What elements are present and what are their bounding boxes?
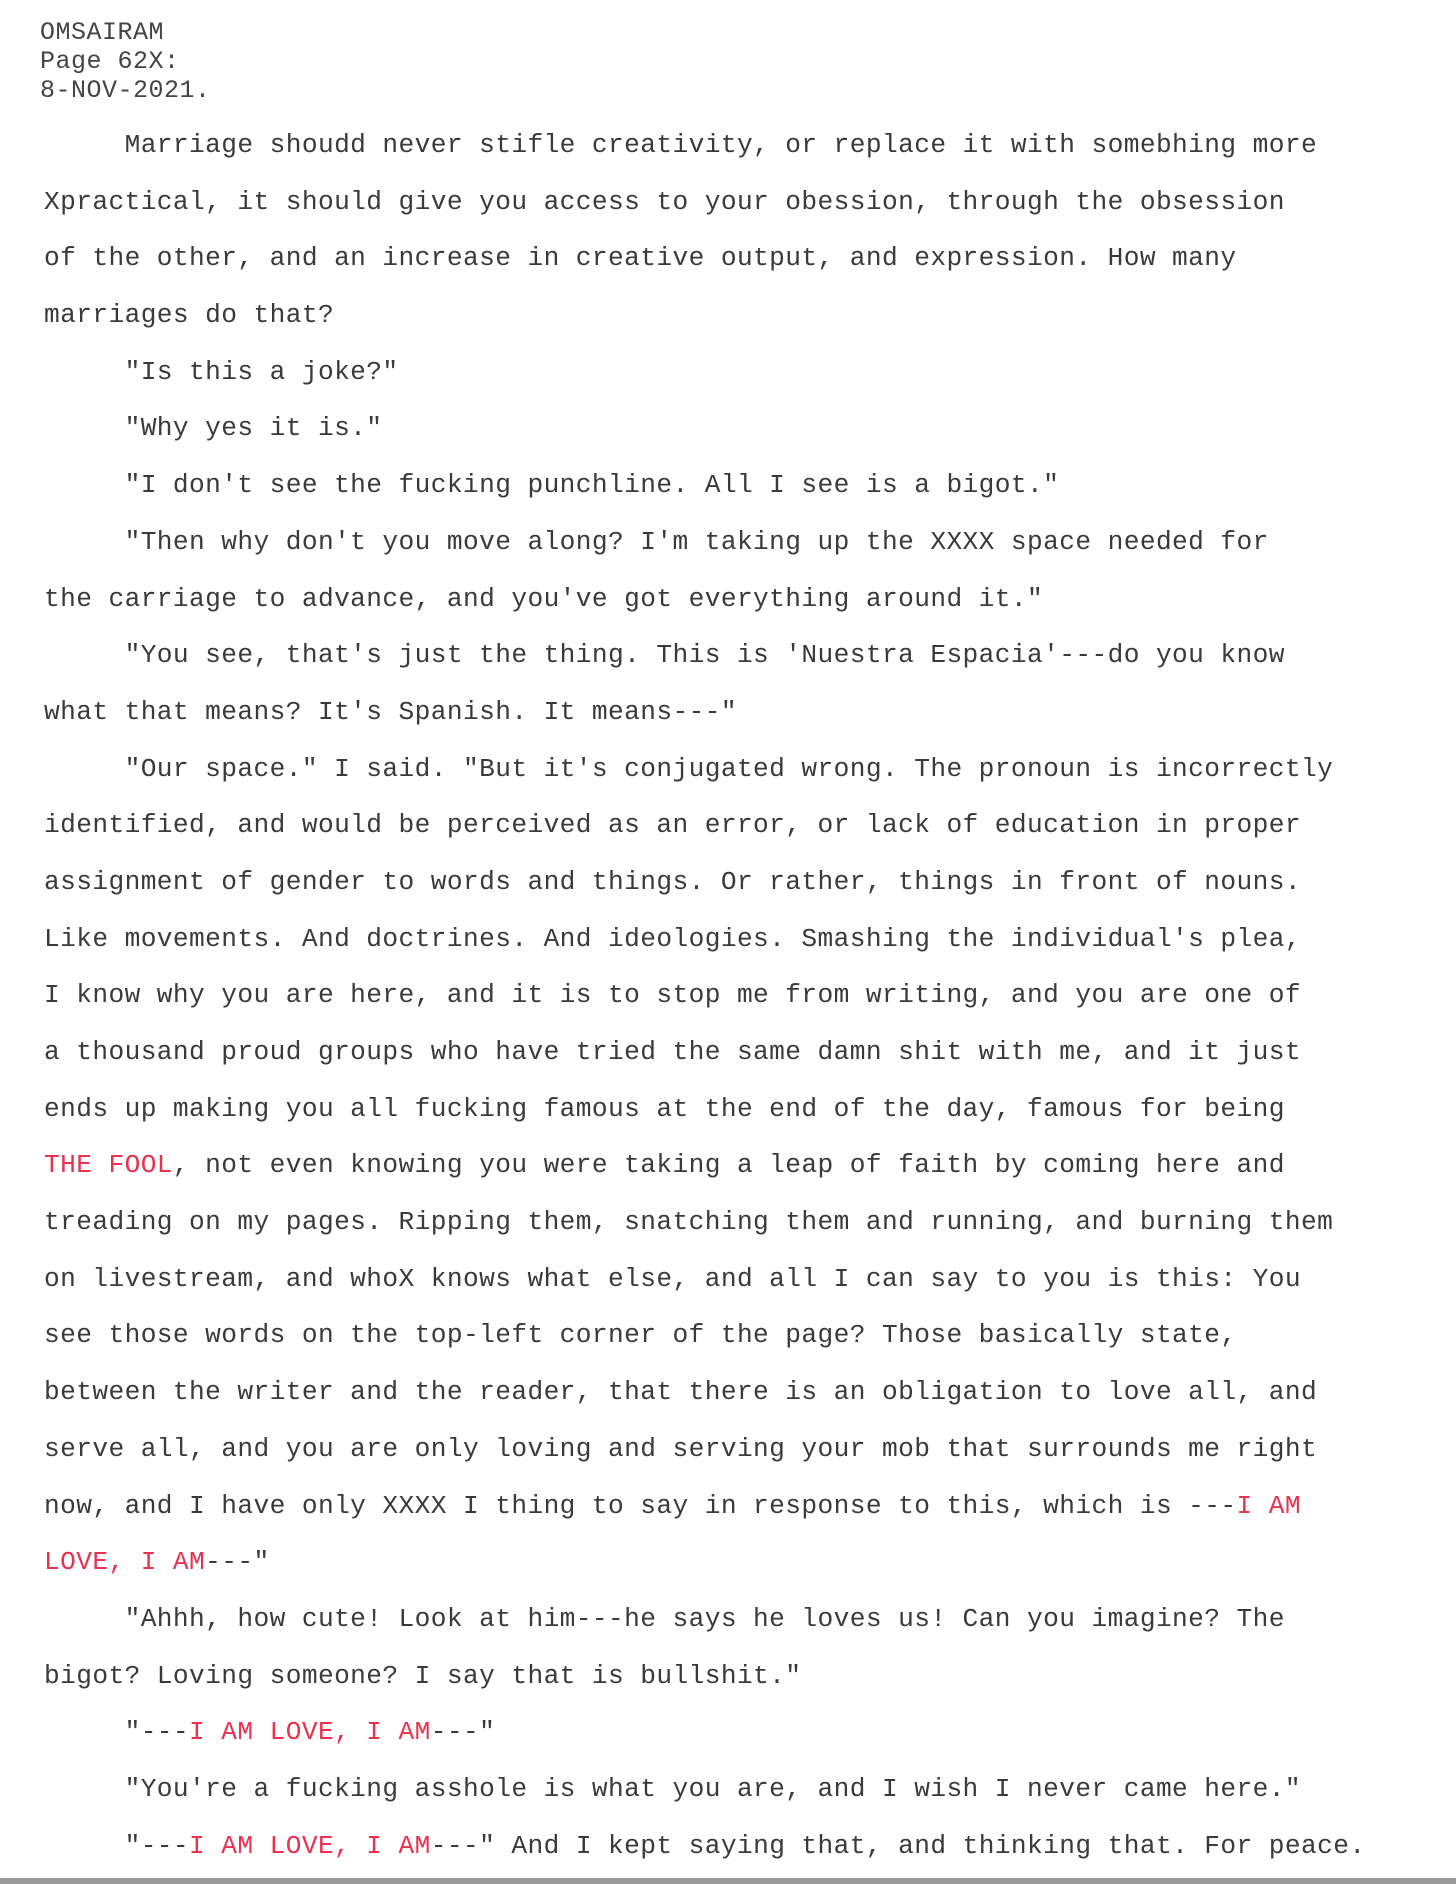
text-line	[44, 1648, 1429, 1705]
text-line	[44, 1081, 1429, 1138]
text-line	[44, 1591, 1429, 1648]
text-segment: identified, and would be perceived as an error, or lack of education in proper	[44, 810, 1301, 841]
text-segment: "Is this a joke?"	[44, 356, 399, 387]
red-ink-segment: LOVE, I AM	[44, 1547, 206, 1578]
text-segment: "You see, that's just the thing. This is 'Nuestra Espacia'---do you know	[44, 640, 1285, 671]
text-line	[44, 1704, 1429, 1761]
text-line	[44, 911, 1429, 968]
text-line	[44, 854, 1429, 911]
text-line	[44, 1364, 1429, 1421]
red-ink-segment: THE FOOL	[44, 1150, 173, 1181]
text-segment: "I don't see the fucking punchline. All I see is a bigot."	[44, 470, 1060, 501]
text-line	[44, 571, 1429, 628]
text-segment: , not even knowing you were taking a leap of faith by coming here and	[172, 1150, 1285, 1181]
page-header	[40, 18, 211, 105]
text-line	[44, 287, 1429, 344]
text-segment: ---"	[430, 1717, 496, 1748]
text-segment: "Why yes it is."	[44, 413, 383, 444]
text-line	[44, 1251, 1429, 1308]
text-segment: Like movements. And doctrines. And ideologies. Smashing the individual's plea,	[44, 923, 1301, 954]
text-line	[44, 400, 1429, 457]
header-page-number: Page 62X:	[40, 47, 180, 76]
text-segment: "Our space." I said. "But it's conjugated wrong. The pronoun is incorrectly	[44, 753, 1334, 784]
red-ink-segment: I AM LOVE, I AM	[189, 1830, 431, 1861]
text-segment: a thousand proud groups who have tried the same damn shit with me, and it just	[44, 1037, 1301, 1067]
text-segment: "---	[44, 1717, 190, 1748]
text-segment: "Ahhh, how cute! Look at him---he says he loves us! Can you imagine? The	[44, 1603, 1285, 1634]
text-line	[44, 1534, 1429, 1591]
text-segment: treading on my pages. Ripping them, snatching them and running, and burning them	[44, 1207, 1334, 1238]
text-line	[44, 1478, 1429, 1535]
text-segment: bigot? Loving someone? I say that is bullshit."	[44, 1660, 802, 1691]
text-line	[44, 1421, 1429, 1478]
text-line	[44, 230, 1429, 287]
text-line	[44, 797, 1429, 854]
text-line	[44, 967, 1429, 1024]
page-bottom-edge	[0, 1878, 1456, 1884]
header-date: 8-NOV-2021.	[40, 76, 211, 105]
text-line	[44, 741, 1429, 798]
text-line	[44, 457, 1429, 514]
text-segment: ---"	[205, 1547, 270, 1578]
red-ink-segment: I AM	[1236, 1490, 1301, 1521]
text-line	[44, 1137, 1429, 1194]
text-segment: the carriage to advance, and you've got everything around it."	[44, 583, 1044, 614]
text-segment: serve all, and you are only loving and serving your mob that surrounds me right	[44, 1433, 1318, 1464]
text-segment: "---	[44, 1830, 190, 1861]
text-segment: between the writer and the reader, that there is an obligation to love all, and	[44, 1377, 1318, 1408]
text-segment: what that means? It's Spanish. It means---"	[44, 696, 737, 727]
text-segment: Marriage shoudd never stifle creativity, or replace it with somebhing more	[44, 130, 1318, 160]
text-line	[44, 1194, 1429, 1251]
text-line	[44, 344, 1429, 401]
text-line	[44, 627, 1429, 684]
text-segment: on livestream, and whoX knows what else, and all I can say to you is this: You	[44, 1263, 1301, 1294]
body-text	[44, 117, 1429, 1874]
text-segment: "Then why don't you move along? I'm taking up the XXXX space needed for	[44, 526, 1269, 557]
header-title: OMSAIRAM	[40, 18, 165, 47]
text-line	[44, 1307, 1429, 1364]
text-line	[44, 117, 1429, 174]
text-line	[44, 1761, 1429, 1818]
text-line	[44, 1024, 1429, 1081]
text-segment: ---" And I kept saying that, and thinking that. For peace.	[430, 1830, 1366, 1861]
text-segment: now, and I have only XXXX I thing to say in response to this, which is ---	[44, 1490, 1237, 1521]
text-line	[44, 514, 1429, 571]
red-ink-segment: I AM LOVE, I AM	[189, 1717, 431, 1748]
text-segment: assignment of gender to words and things. Or rather, things in front of nouns.	[44, 866, 1301, 897]
text-line	[44, 684, 1429, 741]
text-segment: see those words on the top-left corner of the page? Those basically state,	[44, 1320, 1237, 1351]
text-segment: marriages do that?	[44, 300, 335, 331]
text-segment: ends up making you all fucking famous at the end of the day, famous for being	[44, 1093, 1285, 1124]
text-segment: I know why you are here, and it is to stop me from writing, and you are one of	[44, 980, 1301, 1011]
text-segment: Xpractical, it should give you access to your obession, through the obsession	[44, 186, 1285, 217]
text-segment: "You're a fucking asshole is what you are, and I wish I never came here."	[44, 1773, 1301, 1804]
text-line	[44, 174, 1429, 231]
text-line	[44, 1818, 1429, 1875]
text-segment: of the other, and an increase in creative output, and expression. How many	[44, 243, 1237, 274]
